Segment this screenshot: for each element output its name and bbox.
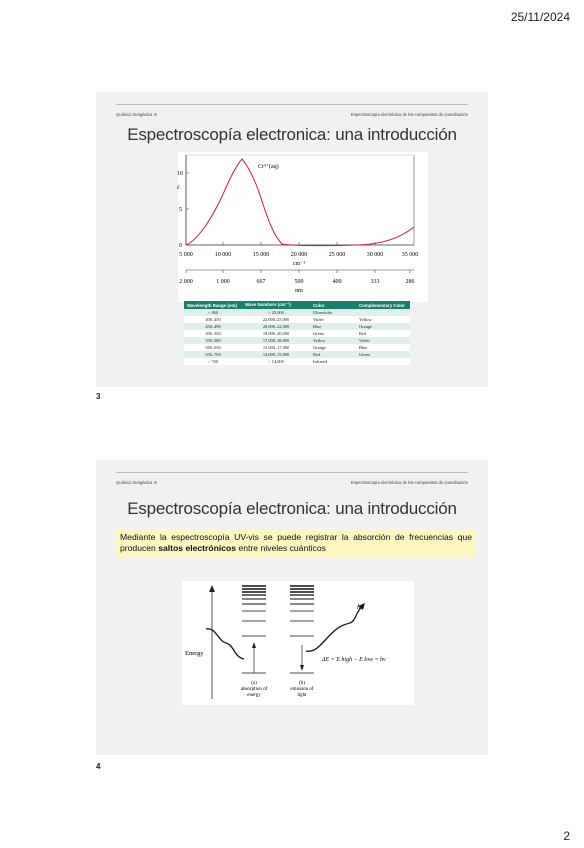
table-cell: 18,000–20,000: [242, 330, 310, 337]
table-row: [184, 337, 410, 344]
page-number: 2: [563, 829, 570, 843]
table-cell: Orange: [310, 344, 356, 351]
table-cell: 17,000–18,000: [242, 337, 310, 344]
y-tick-label: 5: [179, 207, 182, 213]
slide-header: [116, 472, 468, 485]
slide-header: [116, 104, 468, 117]
energy-equation: ΔE = E high − E low = hν: [322, 657, 386, 663]
table-cell: Yellow: [356, 316, 410, 323]
table-cell: [356, 358, 410, 365]
table-cell: < 400: [184, 309, 242, 316]
course-name: Química Inorgánica III: [116, 112, 157, 117]
emitted-photon-wave: [306, 607, 362, 651]
energy-axis-label: Energy: [185, 650, 204, 657]
slide-number: 3: [96, 392, 101, 401]
table-cell: 580–650: [184, 344, 242, 351]
table-row: [184, 344, 410, 351]
caption-a-line: energy: [247, 693, 261, 698]
hv-label: hν: [357, 603, 364, 611]
slide-title: Espectroscopía electronica: una introducción: [127, 125, 457, 144]
paragraph-bold-text: saltos electrónicos: [158, 543, 237, 553]
column-header: Wavelength Range (nm): [184, 301, 242, 309]
table-cell: > 25,000: [242, 309, 310, 316]
slide-title: Espectroscopía electronica: una introducción: [127, 499, 457, 518]
print-date: 25/11/2024: [510, 10, 570, 24]
table-cell: Green: [356, 351, 410, 358]
caption-a-line: absorption of: [240, 687, 268, 692]
column-header: Wave Numbers (cm⁻¹): [242, 301, 310, 309]
table-cell: 20,000–22,000: [242, 323, 310, 330]
x-tick-label: 30 000: [366, 252, 384, 258]
paragraph-text-end: entre niveles cuánticos: [236, 543, 326, 553]
absorption-spectrum-chart: [178, 152, 428, 302]
x2-tick-label: 333: [370, 279, 380, 285]
chart-annotation: Cr³⁺(aq): [258, 164, 279, 170]
x-tick-label: 15 000: [252, 252, 270, 258]
x-tick-label: 25 000: [328, 252, 346, 258]
x-tick-label: 5 000: [179, 252, 193, 258]
table-cell: 450–490: [184, 323, 242, 330]
table-row: [184, 358, 410, 365]
table-row: [184, 330, 410, 337]
x2-axis-unit: nm: [295, 288, 303, 294]
caption-a-letter: (a): [251, 681, 257, 686]
table-header-row: [184, 301, 410, 309]
table-cell: 14,000–15,000: [242, 351, 310, 358]
table-cell: Violet: [356, 337, 410, 344]
table-row: [184, 351, 410, 358]
x-tick-label: 35 000: [401, 252, 419, 258]
table-cell: < 14,000: [242, 358, 310, 365]
table-cell: 22,000–25,000: [242, 316, 310, 323]
topic-name: Espectroscopía electrónica de los compuestos de coordinación: [350, 480, 468, 485]
table-row: [184, 309, 410, 316]
caption-b-letter: (b): [299, 681, 305, 686]
y-tick-label: 10: [177, 171, 183, 177]
caption-b-line: emission of: [290, 687, 314, 692]
table-cell: 400–450: [184, 316, 242, 323]
table-row: [184, 316, 410, 323]
table-cell: 550–580: [184, 337, 242, 344]
table-cell: 650–700: [184, 351, 242, 358]
table-row: [184, 323, 410, 330]
x2-tick-label: 2 000: [179, 279, 193, 285]
energy-diagram-svg: [182, 581, 414, 705]
x2-tick-label: 286: [405, 279, 415, 285]
table-cell: 490–550: [184, 330, 242, 337]
table-cell: Red: [356, 330, 410, 337]
intro-paragraph: [116, 529, 476, 557]
table-cell: Violet: [310, 316, 356, 323]
spectrum-curve: [186, 159, 414, 246]
table-cell: Blue: [310, 323, 356, 330]
table-cell: [356, 309, 410, 316]
table-cell: 15,000–17,000: [242, 344, 310, 351]
table-cell: Yellow: [310, 337, 356, 344]
table-cell: Green: [310, 330, 356, 337]
caption-b-line: light: [297, 693, 307, 698]
x-tick-label: 20 000: [290, 252, 308, 258]
table-cell: Red: [310, 351, 356, 358]
y-tick-label: 0: [179, 243, 182, 249]
paragraph-text: Mediante la espectroscopía UV-vis se puede registrar la absorción de frecuencias que producen: [120, 532, 472, 553]
color-wavelength-table: [184, 301, 410, 365]
table-cell: Blue: [356, 344, 410, 351]
x-tick-label: 10 000: [214, 252, 232, 258]
table-cell: Infrared: [310, 358, 356, 365]
x-axis-unit: cm⁻¹: [292, 261, 306, 267]
table-cell: Ultraviolet: [310, 309, 356, 316]
energy-levels-diagram: [182, 581, 414, 705]
table-cell: Orange: [356, 323, 410, 330]
y-axis-label: ε: [177, 183, 180, 191]
course-name: Química Inorgánica III: [116, 480, 157, 485]
table-cell: > 700: [184, 358, 242, 365]
slide-number: 4: [96, 762, 101, 771]
topic-name: Espectroscopía electrónica de los compuestos de coordinación: [350, 112, 468, 117]
x2-tick-label: 400: [332, 279, 342, 285]
slide-3: [96, 92, 488, 387]
x2-tick-label: 667: [256, 279, 266, 285]
column-header: Complementary Color: [356, 301, 410, 309]
x2-tick-label: 1 000: [216, 279, 230, 285]
x2-tick-label: 500: [294, 279, 304, 285]
column-header: Color: [310, 301, 356, 309]
